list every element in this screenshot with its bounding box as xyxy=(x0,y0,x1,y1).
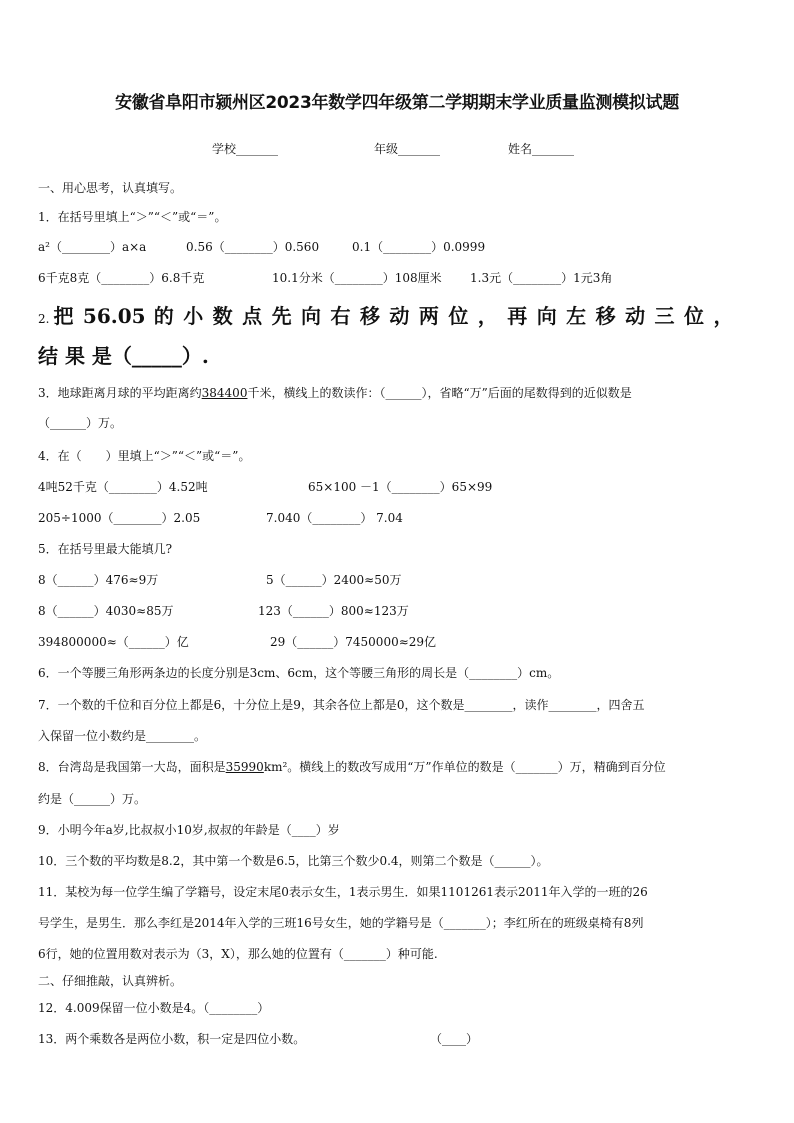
q1-item-a: a²（________）a×a xyxy=(38,240,147,254)
question-7-line-2: 入保留一位小数约是________。 xyxy=(38,729,207,743)
q1-item-f: 1.3元（________）1元3角 xyxy=(470,271,613,285)
q5-item-f: 29（______）7450000≈29亿 xyxy=(270,635,437,649)
q4-item-c: 205÷1000（________）2.05 xyxy=(38,511,201,525)
q5-item-d: 123（______）800≈123万 xyxy=(258,604,409,618)
q4-item-d: 7.040（________） 7.04 xyxy=(266,511,403,525)
q5-item-b: 5（______）2400≈50万 xyxy=(266,573,402,587)
question-5-row-1 xyxy=(38,571,402,589)
question-9: 9．小明今年a岁,比叔叔小10岁,叔叔的年龄是（____）岁 xyxy=(38,823,340,837)
question-4-row-1 xyxy=(38,478,493,496)
question-12: 12．4.009保留一位小数是4。（________） xyxy=(38,1001,270,1015)
q13-answer-blank: （____） xyxy=(430,1032,479,1046)
q2-number: 2. xyxy=(38,312,50,326)
question-4-row-2 xyxy=(38,509,403,527)
question-3-line-2: （______）万。 xyxy=(38,416,123,430)
q5-item-a: 8（______）476≈9万 xyxy=(38,573,159,587)
question-8-line-1: 8．台湾岛是我国第一大岛，面积是35990km²。横线上的数改写成用“万”作单位的数是（_______）万，精确到百分位 xyxy=(38,760,666,774)
q3-underlined-number: 384400 xyxy=(201,386,248,400)
q1-item-d: 6千克8克（________）6.8千克 xyxy=(38,271,205,285)
question-5-stem: 5．在括号里最大能填几? xyxy=(38,542,173,556)
question-10: 10．三个数的平均数是8.2，其中第一个数是6.5，比第三个数少0.4，则第二个数是（______）。 xyxy=(38,854,549,868)
question-1-stem: 1．在括号里填上“＞”“＜”或“＝”。 xyxy=(38,210,227,224)
question-4-stem: 4．在（ ）里填上“＞”“＜”或“＝”。 xyxy=(38,449,251,463)
school-field: 学校_______ xyxy=(212,142,279,156)
question-8-line-2: 约是（______）万。 xyxy=(38,792,147,806)
q4-item-b: 65×100 －1（________）65×99 xyxy=(308,480,493,494)
grade-field: 年级_______ xyxy=(374,142,441,156)
question-11-line-1: 11．某校为每一位学生编了学籍号，设定末尾0表示女生，1表示男生．如果1101261表示2011年入学的一班的26 xyxy=(38,885,648,899)
section-heading-2: 二、仔细推敲，认真辨析。 xyxy=(38,974,183,988)
question-11-line-3: 6行，她的位置用数对表示为（3，X），那么她的位置有（_______）种可能. xyxy=(38,947,438,961)
question-7-line-1: 7．一个数的千位和百分位上都是6，十分位上是9，其余各位上都是0，这个数是________，读作________，四舍五 xyxy=(38,698,645,712)
question-5-row-3 xyxy=(38,633,437,651)
question-1-row-1 xyxy=(38,238,486,256)
question-13: 13．两个乘数各是两位小数，积一定是四位小数。 （____） xyxy=(38,1032,479,1046)
question-6: 6．一个等腰三角形两条边的长度分别是3cm、6cm，这个等腰三角形的周长是（________）cm。 xyxy=(38,666,560,680)
q8-underlined-number: 35990 xyxy=(225,760,264,774)
q4-item-a: 4吨52千克（________）4.52吨 xyxy=(38,480,208,494)
name-field: 姓名_______ xyxy=(508,142,575,156)
q1-item-e: 10.1分米（________）108厘米 xyxy=(272,271,442,285)
q5-item-c: 8（______）4030≈85万 xyxy=(38,604,174,618)
q1-item-c: 0.1（________）0.0999 xyxy=(352,240,486,254)
q2-text: 把 56.05 的 小 数 点 先 向 右 移 动 两 位 ， 再 向 左 移 动 三 位 ， xyxy=(53,304,734,328)
q1-item-b: 0.56（________）0.560 xyxy=(186,240,320,254)
q5-item-e: 394800000≈（______）亿 xyxy=(38,635,189,649)
question-2-line-1 xyxy=(38,303,756,332)
question-11-line-2: 号学生，是男生．那么李红是2014年入学的三班16号女生，她的学籍号是（_______）；李红所在的班级桌椅有8列 xyxy=(38,916,644,930)
question-3-line-1: 3．地球距离月球的平均距离约384400千米，横线上的数读作：（______），省略“万”后面的尾数得到的近似数是 xyxy=(38,386,632,400)
page-title: 安徽省阜阳市颍州区2023年数学四年级第二学期期末学业质量监测模拟试题 xyxy=(115,93,679,113)
question-2-line-2: 结 果 是（_____）. xyxy=(38,344,209,368)
question-5-row-2 xyxy=(38,602,409,620)
question-1-row-2 xyxy=(38,269,613,287)
section-heading-1: 一、用心思考，认真填写。 xyxy=(38,181,183,195)
